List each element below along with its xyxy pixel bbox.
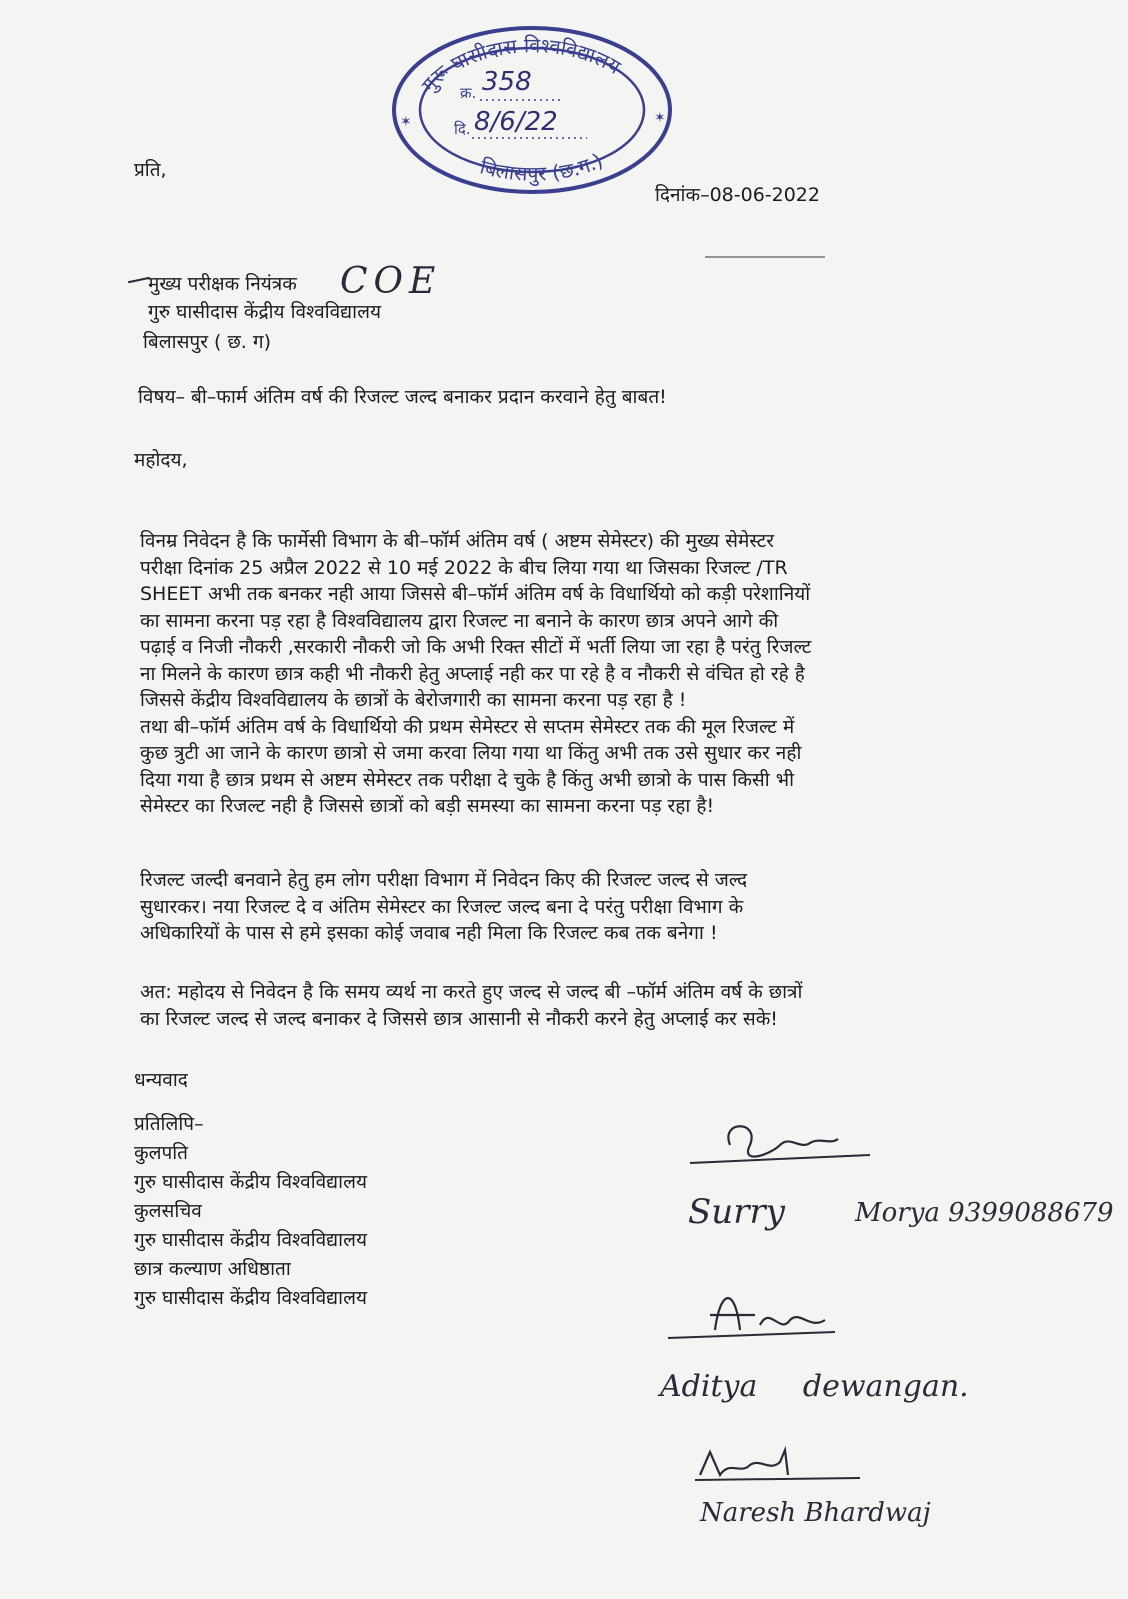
signature-3-scribble	[690, 1440, 870, 1490]
signature-2-name: Aditya dewangan.	[660, 1369, 969, 1404]
svg-text:बिलासपुर (छ.ग.)	[478, 148, 607, 186]
cc-item: कुलसचिव	[134, 1200, 202, 1222]
letter-date: दिनांक–08-06-2022	[655, 184, 820, 206]
cc-list	[134, 1110, 367, 1313]
para1-line: तथा बी–फॉर्म अंतिम वर्ष के विधार्थियो की प्रथम सेमेस्टर से सप्तम सेमेस्टर तक की मूल रिजल्ट में	[140, 715, 795, 738]
para1-line: विनम्र निवेदन है कि फार्मेसी विभाग के बी–फॉर्म अंतिम वर्ष ( अष्टम सेमेस्टर) की मुख्य सेमेस्टर	[140, 530, 775, 552]
salutation: महोदय,	[134, 449, 188, 471]
thanks: धन्यवाद	[134, 1069, 188, 1091]
stamp-star-right-icon: ✶	[654, 110, 666, 126]
stamp-no-label: क्र.	[460, 84, 477, 102]
para1-line: SHEET अभी तक बनकर नही आया जिससे बी–फॉर्म अंतिम वर्ष के विधार्थियो को कड़ी परेशानियों	[140, 583, 811, 605]
para2-line: अधिकारियों के पास से हमे इसका कोई जवाब नही मिला कि रिजल्ट कब तक बनेगा !	[140, 922, 718, 944]
para1-line: जिससे केंद्रीय विश्वविद्यालय के छात्रों के बेरोजगारी का सामना करना पड़ रहा है !	[140, 689, 687, 711]
cc-item: गुरु घासीदास केंद्रीय विश्वविद्यालय	[134, 1171, 367, 1193]
para3-line: का रिजल्ट जल्द से जल्द बनाकर दे जिससे छात्र आसानी से नौकरी करने हेतु अप्लाई कर सके!	[140, 1007, 778, 1030]
para1-line: पढ़ाई व निजी नौकरी ,सरकारी नौकरी जो कि अभी रिक्त सीटों में भर्ती लिया जा रहा है परंतु रिजल्ट	[140, 636, 812, 658]
para2-line: सुधारकर। नया रिजल्ट दे व अंतिम सेमेस्टर का रिजल्ट जल्द बना दे परंतु परीक्षा विभाग के	[140, 895, 744, 918]
cc-heading: प्रतिलिपि–	[134, 1113, 204, 1135]
stamp-bottom-text: बिलासपुर (छ.ग.)	[477, 148, 607, 186]
signature-1-scribble	[680, 1115, 880, 1175]
university-stamp	[382, 18, 682, 198]
para1-line: दिया गया है छात्र प्रथम से अष्टम सेमेस्टर तक परीक्षा दे चुके है किंतु अभी छात्रो के पास किसी भी	[140, 768, 795, 791]
cc-item: गुरु घासीदास केंद्रीय विश्वविद्यालय	[134, 1229, 367, 1251]
stamp-top-text: गुरू घासीदास विश्वविद्यालय	[416, 33, 625, 97]
recipient-mark	[128, 277, 150, 284]
signature-3-name: Naresh Bhardwaj	[700, 1498, 931, 1528]
paragraph-2	[140, 867, 747, 947]
stamp-date-label: दि.	[454, 120, 471, 138]
para3-line: अत: महोदय से निवेदन है कि समय व्यर्थ ना करते हुए जल्द से जल्द बी –फॉर्म अंतिम वर्ष के छात्रों	[140, 981, 803, 1003]
paragraph-1	[140, 528, 811, 820]
stamp-number: 358	[482, 67, 532, 97]
cc-item: छात्र कल्याण अधिष्ठाता	[134, 1258, 291, 1280]
para1-line: ना मिलने के कारण छात्र कही भी नौकरी हेतु अप्लाई नही कर पा रहे है व नौकरी से वंचित हो रहे है	[140, 662, 805, 685]
recipient-line3: बिलासपुर ( छ. ग)	[143, 331, 271, 353]
para1-line: का सामना करना पड़ रहा है विश्वविद्यालय द्वारा रिजल्ट ना बनाने के कारण छात्र अपने आगे की	[140, 609, 779, 632]
prati-text: प्रति,	[134, 159, 167, 181]
signature-1-extra: Morya 9399088679	[855, 1198, 1114, 1228]
signature-2-scribble	[660, 1280, 860, 1350]
signature-1-name: Surry	[688, 1192, 785, 1232]
recipient-handwritten-coe: COE	[340, 261, 442, 302]
para2-line: रिजल्ट जल्दी बनवाने हेतु हम लोग परीक्षा विभाग में निवेदन किए की रिजल्ट जल्द से जल्द	[140, 869, 748, 891]
para1-line: परीक्षा दिनांक 25 अप्रैल 2022 से 10 मई 2022 के बीच लिया गया था जिसका रिजल्ट /TR	[140, 556, 788, 579]
recipient-line2: गुरु घासीदास केंद्रीय विश्वविद्यालय	[148, 301, 381, 323]
stamp-star-left-icon: ✶	[400, 114, 412, 130]
cc-item: गुरु घासीदास केंद्रीय विश्वविद्यालय	[134, 1287, 367, 1309]
para1-line: सेमेस्टर का रिजल्ट नही है जिससे छात्रों को बड़ी समस्या का सामना करना पड़ रहा है!	[140, 795, 715, 817]
subject-line: विषय– बी–फार्म अंतिम वर्ष की रिजल्ट जल्द बनाकर प्रदान करवाने हेतु बाबत!	[138, 386, 667, 408]
date-underline	[705, 256, 825, 258]
para1-line: कुछ त्रुटी आ जाने के कारण छात्रो से जमा करवा लिया गया था किंतु अभी तक उसे सुधार कर नही	[140, 742, 802, 764]
recipient-line1: मुख्य परीक्षक नियंत्रक	[148, 273, 297, 295]
cc-item: कुलपति	[134, 1142, 189, 1164]
stamp-date: 8/6/22	[474, 107, 558, 137]
paragraph-3	[140, 979, 802, 1032]
